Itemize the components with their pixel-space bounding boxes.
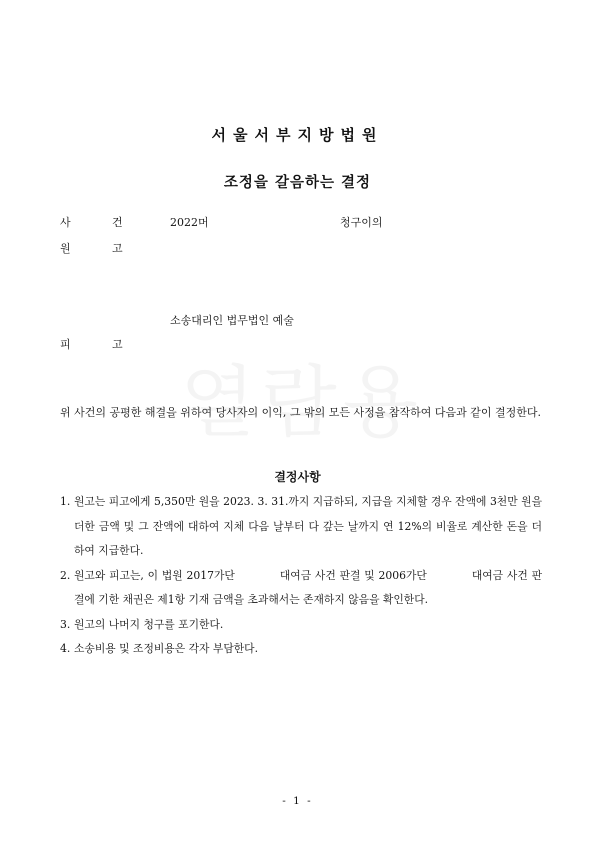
watermark <box>152 340 452 452</box>
document-title: 조정을 갈음하는 결정 <box>223 175 372 191</box>
court-name: 서울서부지방법원 <box>211 126 384 144</box>
case-label-1: 사 <box>60 216 71 229</box>
item-number: 1. <box>60 495 71 508</box>
item-text: 원고의 나머지 청구를 포기한다. <box>74 617 224 631</box>
decision-item <box>60 637 542 662</box>
plaintiff-label-2: 고 <box>112 242 123 255</box>
intro-paragraph: 위 사건의 공평한 해결을 위하여 당사자의 이익, 그 밖의 모든 사정을 참작하여 다음과 같이 결정한다. <box>60 406 541 419</box>
case-label-2: 건 <box>112 216 123 229</box>
decision-heading: 결정사항 <box>274 470 321 484</box>
decision-item <box>60 613 542 638</box>
item-text: 원고와 피고는, 이 법원 2017가단 대여금 사건 판결 및 2006가단 대여금 사건 판결에 기한 채권은 제1항 기재 금액을 초과해서는 존재하지 않음을 확인한다. <box>74 568 542 606</box>
decision-item <box>60 490 542 564</box>
defendant-label-2: 고 <box>112 338 123 351</box>
item-number: 3. <box>60 617 71 631</box>
case-number: 2022머 <box>170 216 209 229</box>
plaintiff-label-1: 원 <box>60 242 71 255</box>
counsel: 소송대리인 법무법인 예술 <box>170 314 294 327</box>
item-number: 4. <box>60 642 71 655</box>
page-number: - 1 - <box>282 795 313 807</box>
case-name: 청구이의 <box>340 216 383 229</box>
decision-list <box>60 490 542 662</box>
defendant-label-1: 피 <box>60 338 71 351</box>
item-text: 소송비용 및 조정비용은 각자 부담한다. <box>74 642 259 655</box>
item-text: 원고는 피고에게 5,350만 원을 2023. 3. 31.까지 지급하되, 지급을 지체할 경우 잔액에 3천만 원을 더한 금액 및 그 잔액에 대하여 지체 다음 날부터 다 갚는 날까지 연 12%의 비율로 계산한 돈을 더하여 지급한다. <box>74 495 542 557</box>
decision-item <box>60 564 542 613</box>
item-number: 2. <box>60 568 71 582</box>
